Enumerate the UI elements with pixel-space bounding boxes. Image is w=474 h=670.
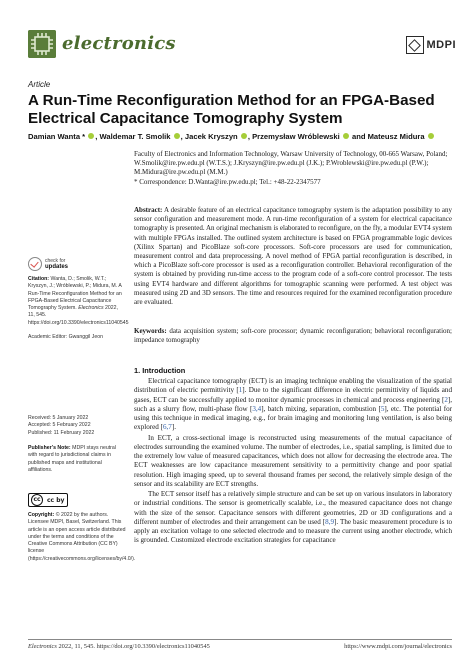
orcid-icon[interactable] <box>174 133 180 139</box>
academic-editor: Academic Editor: Gwanggil Jeon <box>28 334 103 341</box>
check-for-updates-badge[interactable] <box>28 255 126 273</box>
author-name: Przemysław Wróblewski <box>252 132 340 141</box>
author-name: Mateusz Midura <box>367 132 425 141</box>
author-list: Damian Wanta * , Waldemar T. Smolik , Jacek Kryszyn , Przemysław Wróblewski and Mateusz Midura <box>28 132 458 141</box>
check-updates-bottom: updates <box>45 264 69 270</box>
citation-block <box>28 276 129 342</box>
affiliation-block <box>134 150 452 187</box>
abstract <box>134 206 452 307</box>
mdpi-diamond-icon <box>406 36 424 54</box>
received-date: Received: 5 January 2022 <box>28 415 89 421</box>
citation-journal: Electronics <box>78 305 104 312</box>
orcid-icon[interactable] <box>428 133 434 139</box>
mdpi-logo-text: MDPI <box>426 39 456 51</box>
check-updates-top: check for <box>45 258 66 264</box>
citation-link[interactable]: 2 <box>444 395 448 404</box>
citation-link[interactable]: 6,7 <box>162 423 172 432</box>
publisher-note-text: MDPI stays neutral with regard to jurisdictional claims in published maps and institutional affiliations. <box>28 445 116 473</box>
author-name: Waldemar T. Smolik <box>99 132 171 141</box>
cc-license-label: cc by <box>47 496 65 504</box>
citation-link[interactable]: 1 <box>238 386 243 395</box>
published-date: Published: 11 February 2022 <box>28 429 95 436</box>
copyright-block <box>28 512 136 563</box>
affiliation: Faculty of Electronics and Information Technology, Warsaw University of Technology, 00-665 Warsaw, Poland; <box>134 150 448 158</box>
journal-header <box>28 30 458 74</box>
correspondence: * Correspondence: D.Wanta@ire.pw.edu.pl; Tel.: +48-22-2347577 <box>134 177 321 186</box>
author-emails[interactable]: M.Midura@ire.pw.edu.pl (M.M.) <box>134 168 228 177</box>
journal-logo-icon <box>28 30 56 58</box>
footer-journal-url[interactable]: https://www.mdpi.com/journal/electronics <box>344 643 452 650</box>
paragraph: Electrical capacitance tomography (ECT) is an imaging technique enabling the visualization of the spatial distribution of electric permittivity [1]. Due to the significant difference in electric permittivity of liquids and gases, ECT can be successfully applied to monitor dynamic processes in chemical and process engineering [2], such as a slurry flow, multi-phase flow [3,4], batch mixing, separation, combustion [5], etc. The potential for using this technique in medical imaging, e.g., for brain imaging and monitoring lung ventilation, is also being explored [6,7]. <box>134 377 452 432</box>
citation-link[interactable]: 5 <box>380 404 385 413</box>
orcid-icon[interactable] <box>343 133 349 139</box>
citation-label: Citation: <box>28 276 50 282</box>
keywords-text: data acquisition system; soft-core processor; dynamic reconfiguration; behavioral reconfiguration; impedance tomography <box>134 327 453 345</box>
paragraph: In ECT, a cross-sectional image is reconstructed using measurements of the mutual capacitance of electrodes surrounding the examined volume. The number of electrodes, i.e., spatial sampling, is limited due to the extremely low value of measured capacitances, which does not allow for decreasing the electrode area. The ECT weaknesses are low capacitance measurement sensitivity to a permittivity change and poor spatial resolution. High imaging speed, up to several thousand frames per second, the relatively simple design of the sensor and its scalability are ECT strengths. <box>134 433 452 488</box>
journal-name[interactable]: electronics <box>62 33 176 54</box>
abstract-label: Abstract: <box>134 206 163 214</box>
keywords-label: Keywords: <box>134 327 167 335</box>
article-type: Article <box>28 80 51 89</box>
copyright-label: Copyright: <box>28 512 55 518</box>
author-name: Damian Wanta * <box>28 132 86 141</box>
introduction-body <box>134 377 452 547</box>
orcid-icon[interactable] <box>88 133 94 139</box>
author-name: Jacek Kryszyn <box>184 132 238 141</box>
citation-text: Wanta, D.; Smolik, W.T.; Kryszyn, J.; Wróblewski, P.; Midura, M. A Run-Time Reconfiguration Method for an FPGA-Based Electrical Capacitance Tomography System. <box>28 276 122 312</box>
accepted-date: Accepted: 5 February 2022 <box>28 422 91 429</box>
publisher-note-label: Publisher’s Note: <box>28 445 71 451</box>
footer-citation: Electronics 2022, 11, 545. https://doi.org/10.3390/electronics11040545 <box>28 643 210 650</box>
page-footer <box>28 639 452 650</box>
mdpi-logo[interactable] <box>406 32 457 58</box>
cc-by-license-icon[interactable]: cc cc by <box>28 493 68 507</box>
keywords <box>134 327 452 345</box>
paragraph: The ECT sensor itself has a relatively simple structure and can be set up on various insulators in laboratory or industrial conditions. The sensor is geometrically scalable, i.e., the measured capacitance does not change with the size of the sensor. Capacitance sensors with different geometries, 2D or 3D configurations and a different number of electrodes and their arrangement can be used [8,9]. The basic measurement procedure is to apply an excitation voltage to one selected electrode and to measure the current using another electrode, which is grounded. Customized electrode excitation strategies for capacitance <box>134 490 452 545</box>
author-emails[interactable]: W.Smolik@ire.pw.edu.pl (W.T.S.); J.Kryszyn@ire.pw.edu.pl (J.K.); P.Wroblewski@ire.pw.edu.pl (P.W.); <box>134 159 429 168</box>
publisher-note <box>28 445 126 474</box>
copyright-text: © 2022 by the authors. Licensee MDPI, Basel, Switzerland. This article is an open access article distributed under the terms and conditions of the Creative Commons Attribution (CC BY) license (https://creativecommons.org/licenses/by/4.0/). <box>28 512 136 562</box>
section-heading: 1. Introduction <box>134 366 186 375</box>
paper-title: A Run-Time Reconfiguration Method for an FPGA-Based Electrical Capacitance Tomography System <box>28 92 435 127</box>
dates-block <box>28 415 126 437</box>
orcid-icon[interactable] <box>241 133 247 139</box>
citation-link[interactable]: 8,9 <box>325 517 335 526</box>
citation-doi[interactable]: 2022, 11, 545. https://doi.org/10.3390/electronics11040545 <box>28 305 129 326</box>
abstract-text: A desirable feature of an electrical capacitance tomography system is the adaptation possibility to any sensor configuration and measurement mode. A run-time reconfiguration of a system for electrical capacitance tomography is presented. An original mechanism is elaborated to reconfigure, on the fly, a modular EVT4 system with multiple FPGAs installed. The outlined system architecture is based on FPGA programmable logic devices (Xilinx Spartan) and PicoBlaze soft-core processors. Soft-core processors are used for communication, measurement control and data preprocessing. A novel method of FPGA partial reconfiguration is described, in which a PicoBlaze soft-core processor is used as a reconfiguration controller. Behavioral reconfiguration of the system is obtained by providing run-time access to the program code of a soft-core control processor. The tests using EVT4 hardware and different algorithms for tomographic scanning were performed. A test object was measured using 2D and 3D sensors. The time and resources required for the examined reconfiguration procedure are evaluated. <box>134 206 452 307</box>
check-updates-icon <box>28 257 42 271</box>
citation-link[interactable]: 3,4 <box>252 404 262 413</box>
